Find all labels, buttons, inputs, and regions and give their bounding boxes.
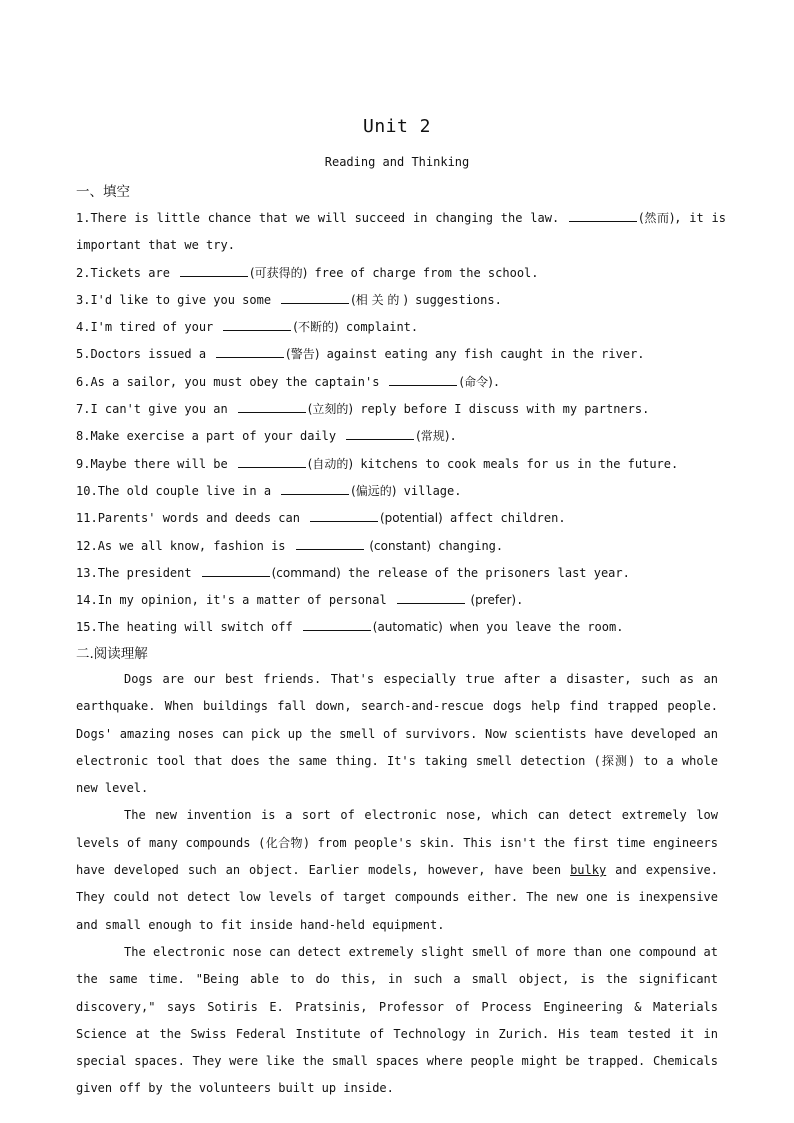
question-text: kitchens to cook meals for us in the future. xyxy=(353,456,679,471)
question-text: Make exercise a part of your daily xyxy=(90,429,337,444)
question-text: . xyxy=(449,429,457,444)
question-item xyxy=(76,396,726,423)
question-number: 14. xyxy=(76,593,98,608)
word-hint: (potential) xyxy=(379,511,443,526)
question-text: Parents' words and deeds can xyxy=(97,511,300,526)
word-hint: (自动的) xyxy=(307,456,354,471)
answer-blank[interactable] xyxy=(223,317,291,331)
question-text: I'm tired of your xyxy=(90,320,214,335)
reading-passage xyxy=(76,666,718,1103)
word-hint: (command) xyxy=(271,565,341,580)
question-text: suggestions. xyxy=(407,292,502,307)
answer-blank[interactable] xyxy=(180,263,248,277)
question-text: Tickets are xyxy=(90,265,170,280)
question-item xyxy=(76,369,726,396)
question-text: the release of the prisoners last year. xyxy=(340,565,630,580)
reading-paragraph: The electronic nose can detect extremely slight smell of more than one compound at the same time. "Being able to do this, in such a small object, is the significant discovery," says Sotiris E. Pratsinis, Professor of Process Engineering & Materials Science at the Swiss Federal Institute of Technology in Zurich. His team tested it in special spaces. They were like the small spaces where people might be trapped. Chemicals given off by the volunteers built up inside. xyxy=(76,944,718,1096)
question-item xyxy=(76,205,726,260)
word-hint: (命令) xyxy=(459,374,493,389)
question-number: 6. xyxy=(76,374,91,389)
question-number: 15. xyxy=(76,620,98,635)
answer-blank[interactable] xyxy=(346,426,414,440)
answer-blank[interactable] xyxy=(397,590,465,604)
answer-blank[interactable] xyxy=(303,617,371,631)
question-item xyxy=(76,451,726,478)
reading-paragraph: Dogs are our best friends. That's especially true after a disaster, such as an earthquake. When buildings fall down, search-and-rescue dogs help find trapped people. Dogs' amazing noses can pick up the smell of survivors. Now scientists have developed an electronic tool that does the same thing. It's taking smell detection (探测) to a whole new level. xyxy=(76,672,718,796)
question-item xyxy=(76,533,726,560)
question-item xyxy=(76,341,726,368)
word-hint: (automatic) xyxy=(372,620,443,635)
question-item xyxy=(76,560,726,587)
question-text: free of charge from the school. xyxy=(307,265,539,280)
question-text: I can't give you an xyxy=(90,402,228,417)
question-text: Doctors issued a xyxy=(90,347,207,362)
question-text: The president xyxy=(97,565,192,580)
word-hint: (constant) xyxy=(365,538,431,553)
question-item xyxy=(76,505,726,532)
question-item xyxy=(76,478,726,505)
question-text: I'd like to give you some xyxy=(90,292,272,307)
answer-blank[interactable] xyxy=(569,208,637,222)
question-item xyxy=(76,287,726,314)
question-item xyxy=(76,587,726,614)
word-hint: (常规) xyxy=(416,429,450,444)
word-hint: (可获得的) xyxy=(249,265,308,280)
question-text: . xyxy=(516,593,524,608)
word-hint: (不断的) xyxy=(293,320,339,335)
question-number: 4. xyxy=(76,320,91,335)
question-text: As we all know, fashion is xyxy=(97,538,286,553)
question-number: 10. xyxy=(76,483,98,498)
word-hint: (prefer) xyxy=(466,593,517,608)
question-number: 3. xyxy=(76,292,91,307)
question-number: 2. xyxy=(76,265,91,280)
question-text: complaint. xyxy=(338,320,419,335)
question-item xyxy=(76,314,726,341)
page-title: Unit 2 xyxy=(362,116,432,137)
word-hint: (偏远的) xyxy=(351,483,397,498)
reading-paragraph xyxy=(76,802,718,938)
question-number: 9. xyxy=(76,456,91,471)
question-list xyxy=(76,205,726,642)
question-text: against eating any fish caught in the river. xyxy=(319,347,645,362)
question-text: when you leave the room. xyxy=(442,620,624,635)
question-text: changing. xyxy=(430,538,504,553)
section-heading-fill-in: 一、填空 xyxy=(76,184,130,200)
question-item xyxy=(76,423,726,450)
question-text: The heating will switch off xyxy=(97,620,293,635)
word-hint: (然而) xyxy=(639,211,675,225)
question-number: 7. xyxy=(76,402,91,417)
underlined-word: bulky xyxy=(570,863,607,878)
question-number: 12. xyxy=(76,538,98,553)
answer-blank[interactable] xyxy=(310,508,378,522)
question-number: 5. xyxy=(76,347,91,362)
reading-text: The new invention is a sort of electronic nose, which can detect extremely low levels of many compounds (化合物) from people's skin. This isn't the first time engineers have developed such an object. Earlier models, however, have been xyxy=(76,808,718,878)
answer-blank[interactable] xyxy=(389,372,457,386)
question-text: As a sailor, you must obey the captain's xyxy=(90,374,380,389)
question-text: Maybe there will be xyxy=(90,456,228,471)
answer-blank[interactable] xyxy=(202,563,270,577)
question-text: The old couple live in a xyxy=(97,483,272,498)
answer-blank[interactable] xyxy=(281,290,349,304)
word-hint: (警告) xyxy=(286,347,320,362)
answer-blank[interactable] xyxy=(238,399,306,413)
question-item xyxy=(76,260,726,287)
word-hint: (立刻的) xyxy=(307,402,354,417)
question-number: 13. xyxy=(76,565,98,580)
answer-blank[interactable] xyxy=(216,344,284,358)
reading-text: and expensive. They could not detect low levels of target compounds either. The new one is inexpensive and small enough to fit inside hand-held equipment. xyxy=(76,863,719,932)
question-text: , it is important that we try. xyxy=(76,211,726,253)
question-number: 1. xyxy=(76,211,91,225)
section-heading-reading: 二.阅读理解 xyxy=(76,646,148,662)
question-text: village. xyxy=(396,483,462,498)
question-text: affect children. xyxy=(442,511,566,526)
question-text: reply before I discuss with my partners. xyxy=(353,402,650,417)
question-text: In my opinion, it's a matter of personal xyxy=(97,593,387,608)
answer-blank[interactable] xyxy=(238,454,306,468)
question-number: 11. xyxy=(76,511,98,526)
question-text: There is little chance that we will succeed in changing the law. xyxy=(90,211,560,225)
word-hint: (相 关 的 ) xyxy=(351,292,408,307)
question-number: 8. xyxy=(76,429,91,444)
answer-blank[interactable] xyxy=(296,536,364,550)
page-subtitle: Reading and Thinking xyxy=(324,155,470,169)
question-item xyxy=(76,614,726,641)
answer-blank[interactable] xyxy=(281,481,349,495)
question-text: . xyxy=(492,374,501,389)
